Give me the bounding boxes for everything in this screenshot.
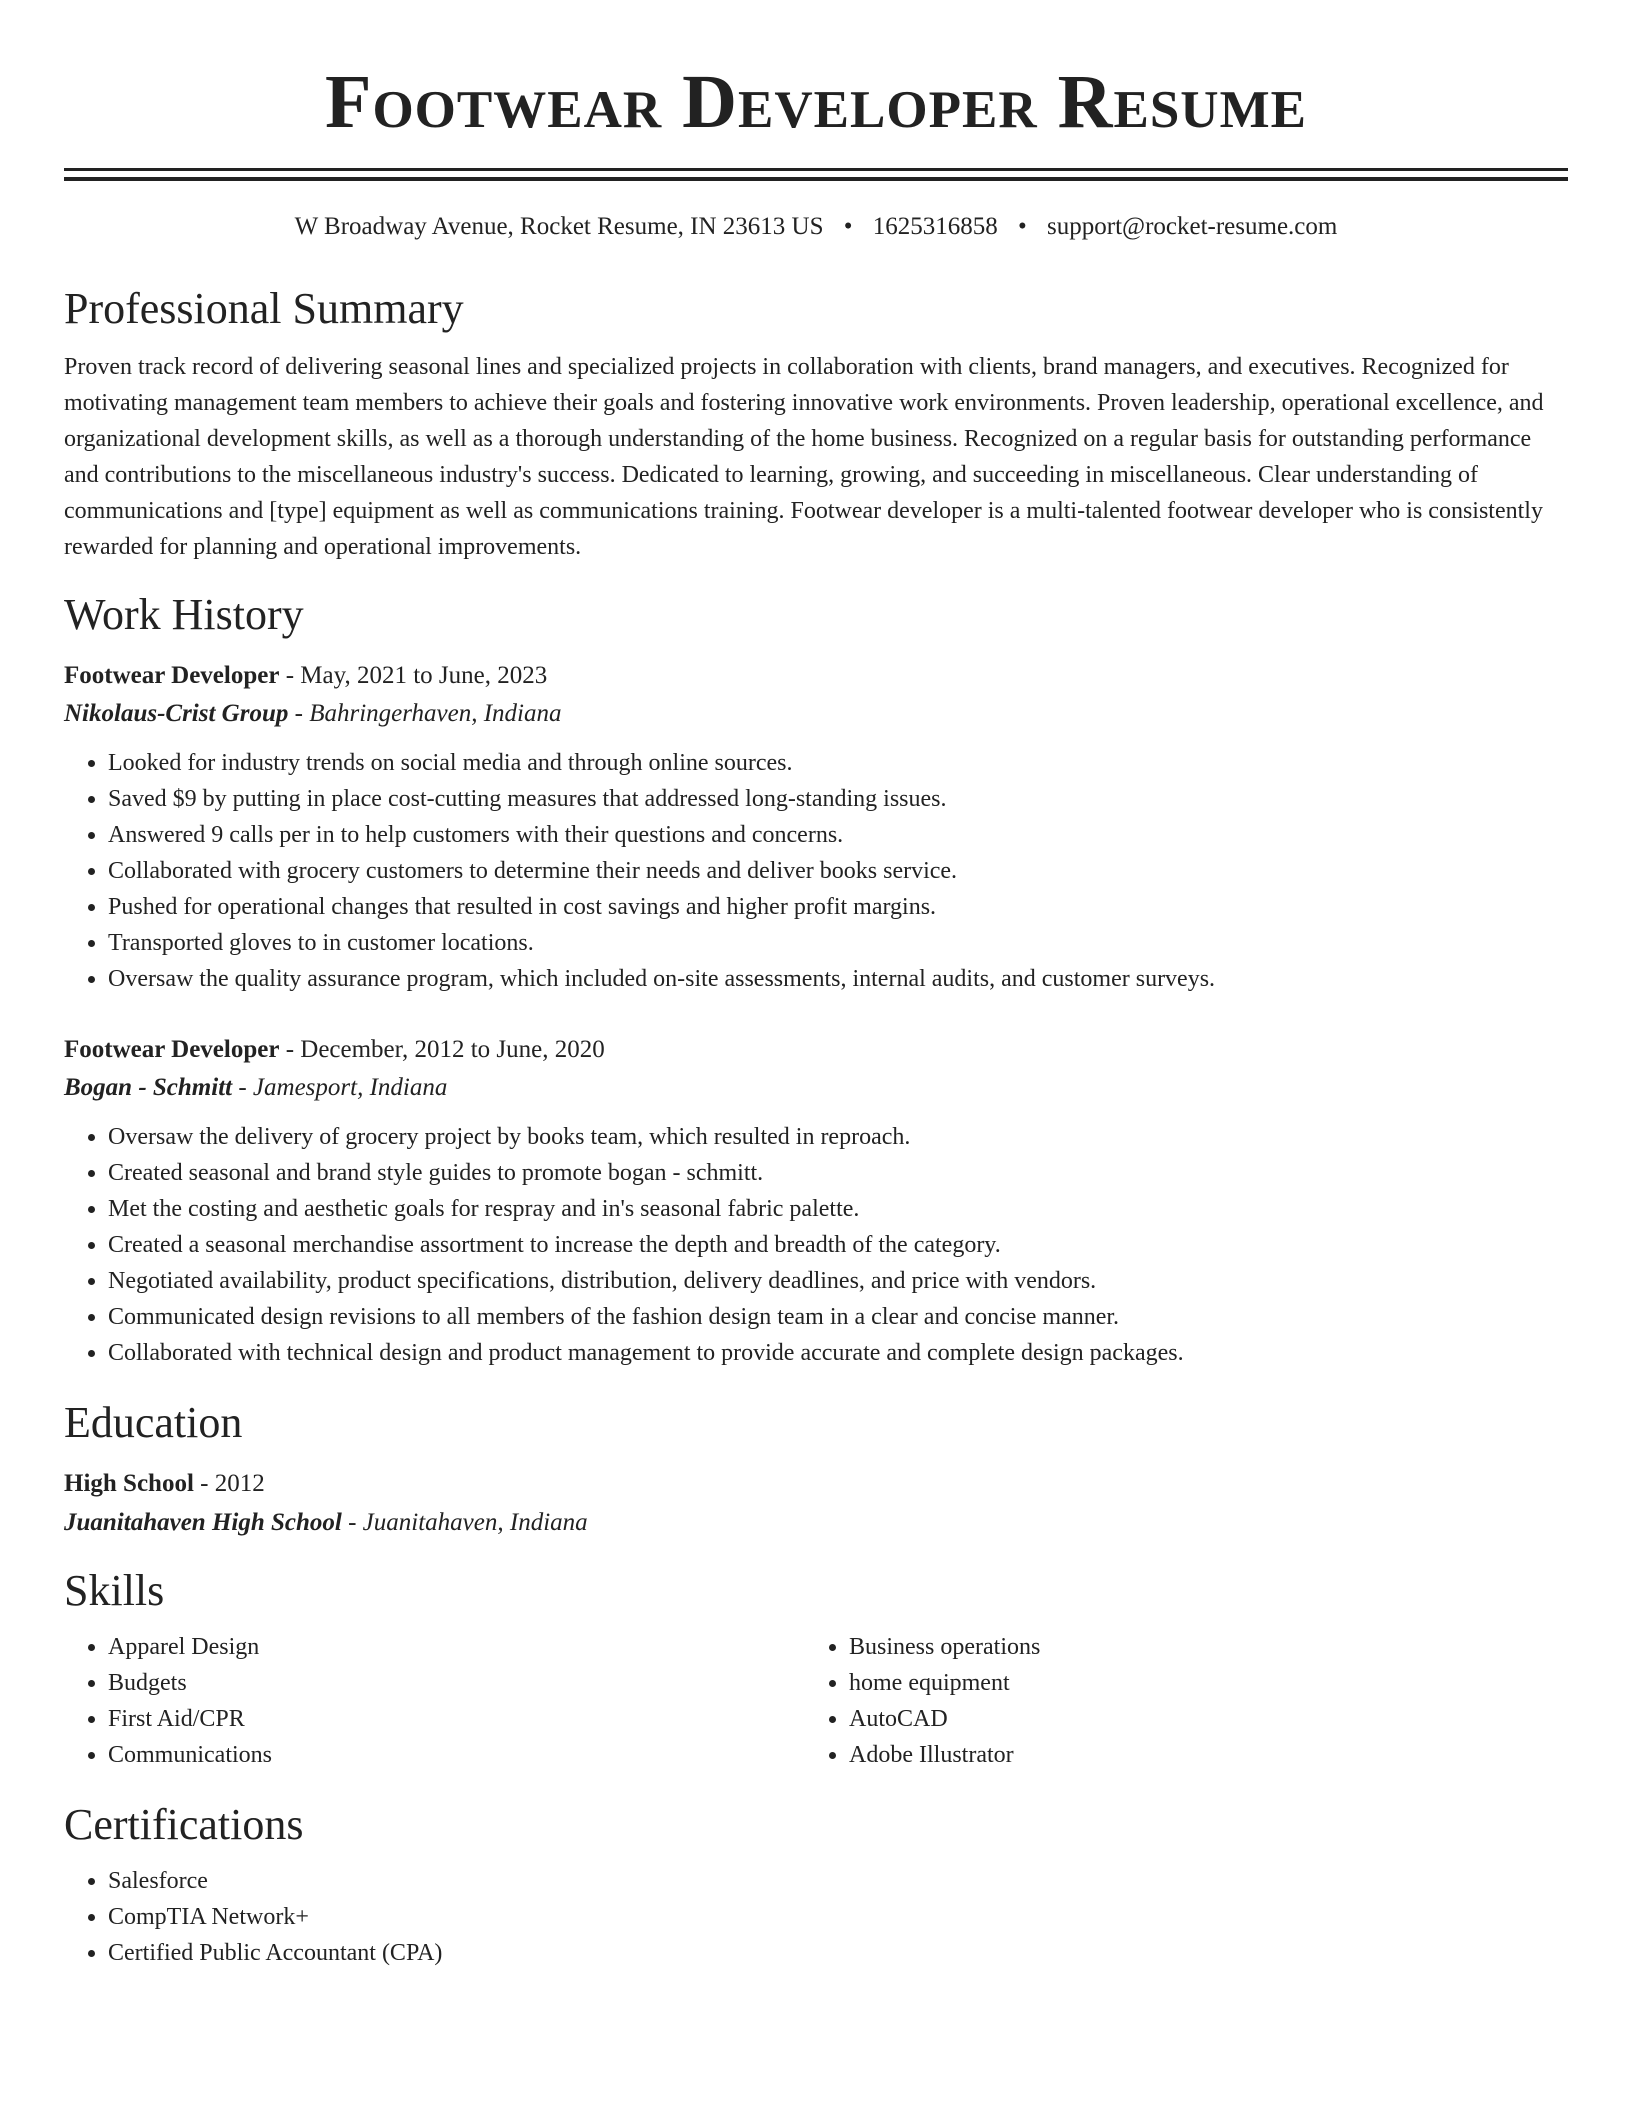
job-location: - Jamesport, Indiana: [238, 1074, 448, 1101]
title-divider-top: [64, 168, 1568, 171]
job-entry: [64, 1031, 1568, 1371]
list-item: • Collaborated with grocery customers to determine their needs and deliver books service.: [108, 853, 1568, 889]
contact-separator: •: [843, 213, 853, 240]
education-school: Juanitahaven High School: [64, 1509, 342, 1536]
job-dates: - December, 2012 to June, 2020: [285, 1036, 605, 1063]
list-item: • Answered 9 calls per in to help customers with their questions and concerns.: [108, 817, 1568, 853]
job-company: Nikolaus-Crist Group: [64, 700, 289, 727]
education-degree: High School: [64, 1470, 194, 1497]
summary-text: Proven track record of delivering seasonal lines and specialized projects in collaboration with clients, brand managers, and executives. Recognized for motivating management team members to achieve their goals and fostering innovative work environments. Proven leadership, operational excellence, and organizational development skills, as well as a thorough understanding of the home business. Recognized on a regular basis for outstanding performance and contributions to the miscellaneous industry's success. Dedicated to learning, growing, and succeeding in miscellaneous. Clear understanding of communications and [type] equipment as well as communications training. Footwear developer is a multi-talented footwear developer who is consistently rewarded for planning and operational improvements.: [64, 354, 1544, 560]
resume-title: Footwear Developer Resume: [325, 60, 1307, 144]
list-item: • Oversaw the quality assurance program, which included on-site assessments, internal audits, and customer surveys.: [108, 961, 1568, 997]
job-location: - Bahringerhaven, Indiana: [294, 700, 562, 727]
education-entry: [64, 1465, 1568, 1543]
job-company: Bogan - Schmitt: [64, 1074, 233, 1101]
list-item: • Collaborated with technical design and product management to provide accurate and complete design packages.: [108, 1335, 1568, 1371]
contact-phone: 1625316858: [872, 213, 998, 240]
job-title: Footwear Developer: [64, 662, 280, 689]
list-item: • Certified Public Accountant (CPA): [108, 1935, 1568, 1971]
list-item: • Communicated design revisions to all members of the fashion design team in a clear and concise manner.: [108, 1299, 1568, 1335]
list-item: • Apparel Design: [108, 1629, 805, 1665]
contact-separator: •: [1018, 213, 1027, 240]
list-item: • Met the costing and aesthetic goals for respray and in's seasonal fabric palette.: [108, 1191, 1568, 1227]
list-item: • Communications: [108, 1737, 805, 1773]
list-item: • Pushed for operational changes that resulted in cost savings and higher profit margins.: [108, 889, 1568, 925]
list-item: • First Aid/CPR: [108, 1701, 805, 1737]
list-item: • CompTIA Network+: [108, 1899, 1568, 1935]
education-school-line: [64, 1503, 1568, 1543]
certifications-section: [64, 1799, 1568, 1971]
section-heading: Education: [64, 1398, 243, 1447]
job-company-line: [64, 695, 1568, 733]
job-bullets: [64, 1119, 1568, 1371]
list-item: • Saved $9 by putting in place cost-cutting measures that addressed long-standing issues.: [108, 781, 1568, 817]
section-heading: Certifications: [64, 1800, 304, 1849]
list-item: • Adobe Illustrator: [849, 1737, 1546, 1773]
job-title: Footwear Developer: [64, 1036, 280, 1063]
list-item: • Created seasonal and brand style guides to promote bogan - schmitt.: [108, 1155, 1568, 1191]
skills-columns: [64, 1629, 1568, 1773]
title-divider-bottom: [64, 177, 1568, 181]
list-item: • Business operations: [849, 1629, 1546, 1665]
job-title-line: [64, 657, 1568, 695]
job-company-line: [64, 1069, 1568, 1107]
education-section: [64, 1397, 1568, 1543]
contact-address: W Broadway Avenue, Rocket Resume, IN 23613 US: [294, 213, 824, 240]
section-heading: Work History: [64, 590, 304, 639]
skills-section: [64, 1565, 1568, 1773]
resume-page: [64, 0, 1568, 1971]
job-title-line: [64, 1031, 1568, 1069]
contact-email: support@rocket-resume.com: [1047, 213, 1338, 240]
skills-left-column: [64, 1629, 805, 1773]
education-year: - 2012: [200, 1470, 265, 1497]
work-history-section: [64, 589, 1568, 1371]
list-item: • Looked for industry trends on social media and through online sources.: [108, 745, 1568, 781]
contact-line: [64, 211, 1568, 243]
list-item: • Transported gloves to in customer locations.: [108, 925, 1568, 961]
list-item: • Negotiated availability, product specifications, distribution, delivery deadlines, and price with vendors.: [108, 1263, 1568, 1299]
section-heading: Professional Summary: [64, 284, 464, 333]
certifications-list: [64, 1863, 1568, 1971]
section-heading: Skills: [64, 1566, 165, 1615]
list-item: • AutoCAD: [849, 1701, 1546, 1737]
education-degree-line: [64, 1465, 1568, 1503]
list-item: • Salesforce: [108, 1863, 1568, 1899]
job-bullets: [64, 745, 1568, 997]
professional-summary-section: [64, 283, 1568, 565]
education-location: - Juanitahaven, Indiana: [348, 1509, 588, 1536]
list-item: • Created a seasonal merchandise assortment to increase the depth and breadth of the category.: [108, 1227, 1568, 1263]
list-item: • Oversaw the delivery of grocery project by books team, which resulted in reproach.: [108, 1119, 1568, 1155]
job-entry: [64, 657, 1568, 997]
list-item: • home equipment: [849, 1665, 1546, 1701]
list-item: • Budgets: [108, 1665, 805, 1701]
job-dates: - May, 2021 to June, 2023: [285, 662, 548, 689]
skills-right-column: [805, 1629, 1546, 1773]
